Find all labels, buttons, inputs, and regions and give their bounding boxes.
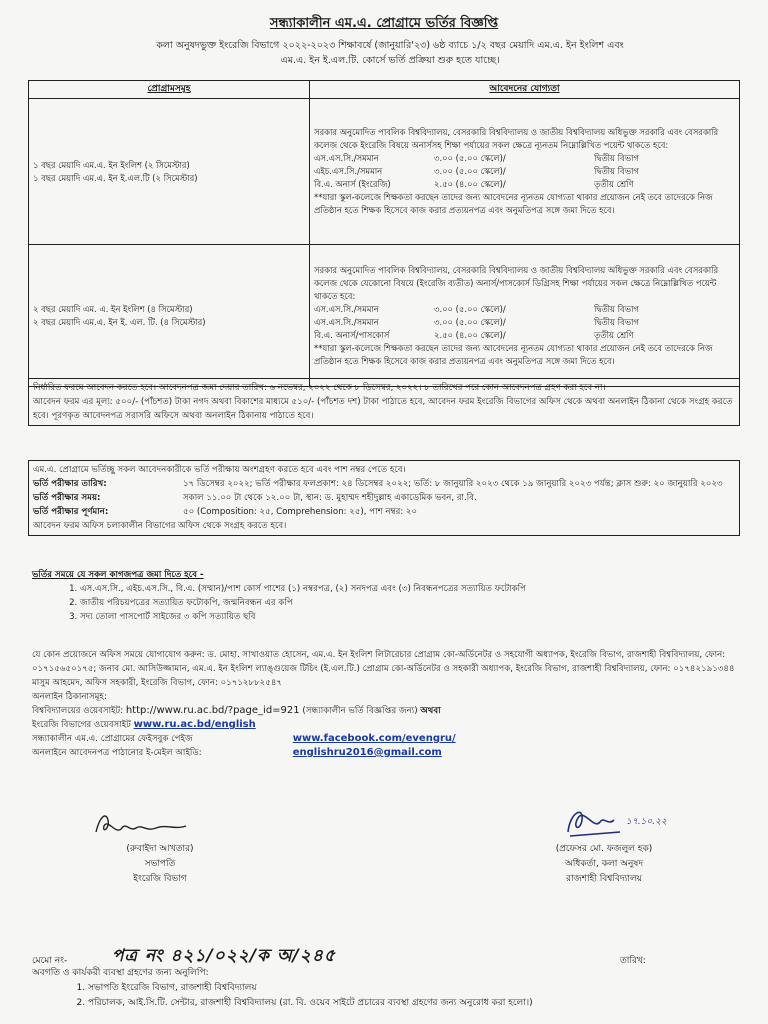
list-item: 2. পরিচালক, আই.সি.টি. সেন্টার, রাজশাহী বিশ্ববিদ্যালয় (রা. বি. ওয়েব সাইটে প্রচারের ব্যবস্থা গ্রহণের জন্য অনুরোধ করা হলো।): [88, 996, 533, 1011]
table-row: [29, 245, 740, 387]
facebook-row: সন্ধ্যাকালীন এম.এ. প্রোগ্রামের ফেইসবুক পেইজ www.facebook.com/evengru/: [32, 733, 456, 744]
contact-section: [32, 648, 738, 760]
right-signature-date: ১৭.১০.২২: [626, 817, 667, 827]
email-link[interactable]: englishru2016@gmail.com: [292, 747, 442, 758]
left-signatory: (রুবাইদা আখতার) সভাপতি ইংরেজি বিভাগ: [126, 844, 194, 884]
online-heading: অনলাইন ঠিকানাসমূহ:: [32, 692, 107, 702]
table-row: [29, 99, 740, 245]
left-signature-icon: [86, 806, 196, 842]
univ-website-link[interactable]: http://www.ru.ac.bd/?page_id=921: [125, 705, 300, 716]
eligibility-cell: [310, 99, 740, 245]
program-name: ২ বছর মেয়াদি এম. এ. ইন ইংলিশ (৪ সিমেস্টার): [33, 303, 193, 314]
eligibility-intro: সরকার অনুমোদিত পাবলিক বিশ্ববিদ্যালয়, বেসরকারি বিশ্ববিদ্যালয় ও জাতীয় বিশ্ববিদ্যালয় অধিভুক্ত সরকারি এবং বেসরকারি কলেজ থেকে ইংরেজি বিষয়ে অনার্সসহ শিক্ষা পর্যায়ের সকল ক্ষেত্রে ন্যূনতম নিম্নোল্লিখিত পয়েন্ট থাকতে হবে:: [314, 127, 719, 150]
application-dates: নির্ধারিত ফরমে আবেদন করতে হবে। আবেদনপত্র জমা দেয়ার তারিখ: ৬ নভেম্বর, ২০২২ থেকে ৮ ডিসেম্বর, ২০২২। ৮ তারিখের পরে কোন আবেদনপত্র গ্রহণ করা হবে না।: [33, 383, 606, 393]
eligibility-cell: [310, 245, 740, 387]
program-name: ১ বছর মেয়াদি এম.এ. ইন ই.এল.টি (২ সিমেস্টার): [33, 172, 198, 183]
memo-number: পত্র নং ৪২১/০২২/ক অ/২৪৫: [112, 946, 336, 966]
application-fee: আবেদন ফরম এর মূল্য: ৫০০/- (পাঁচশত) টাকা নগদ অথবা বিকাশের মাধ্যমে ৫১০/- (পাঁচশত দশ) টাকা পাঠাতে হবে, আবেদন ফরম ইংরেজি বিভাগের অফিস থেকে অথবা অনলাইন ঠিকানা থেকে সংগ্রহ করতে হবে। পূরণকৃত আবেদনপত্র সরাসরি অফিসে অথবা অনলাইন ঠিকানায় পাঠাতে হবে।: [33, 397, 733, 421]
facebook-link[interactable]: www.facebook.com/evengru/: [292, 733, 456, 744]
dept-website-link[interactable]: www.ru.ac.bd/english: [133, 719, 256, 730]
dept-website-row: ইংরেজি বিভাগের ওয়েবসাইট www.ru.ac.bd/english: [32, 719, 256, 730]
list-item: 2. জাতীয় পরিচয়পত্রের সত্যায়িত ফটোকপি, জন্মনিবন্ধন এর কপি: [80, 596, 738, 610]
exam-info: [28, 460, 740, 536]
memo-label: মেমো নং-: [32, 956, 68, 966]
result-row: বি.এ. অনার্স (ইংরেজি) ২.৫০ (৪.০০ স্কেলে)/ তৃতীয় শ্রেণি: [314, 179, 634, 189]
program-cell: [29, 99, 310, 245]
distribution-list: [56, 981, 533, 1011]
memo-date-label: তারিখ:: [620, 956, 646, 966]
program-cell: [29, 245, 310, 387]
right-signatory: (প্রফেসর মো. ফজলুল হক) অধিকর্তা, কলা অনুষদ রাজশাহী বিশ্ববিদ্যালয়: [555, 844, 653, 884]
exam-date-row: ভর্তি পরীক্ষার তারিখ: ১৭ ডিসেম্বর ২০২২; ভর্তি পরীক্ষার ফলপ্রকাশ: ২৪ ডিসেম্বর ২০২২; ভর্তি: ৮ জানুয়ারি ২০২৩ থেকে ১৯ জানুয়ারি ২০২৩ পর্যন্ত; ক্লাস শুরু: ২০ জানুয়ারি ২০২৩: [33, 479, 723, 489]
exam-time-row: ভর্তি পরীক্ষার সময়: সকাল ১১.০০ টা থেকে ১২.০০ টা, স্থান: ড. মুহাম্মদ শহীদুল্লাহ একাডেমিক ভবন, রা.বি.: [33, 493, 477, 503]
exam-marks-row: ভর্তি পরীক্ষার পূর্ণমান: ৫০ (Composition: ২৫, Comprehension: ২৫), পাশ নম্বর: ২০: [33, 507, 418, 517]
application-info: [28, 378, 740, 426]
documents-heading: ভর্তির সময়ে যে সকল কাগজপত্র জমা দিতে হবে -: [32, 570, 204, 580]
distribution-section: [32, 966, 533, 1011]
documents-section: [32, 568, 738, 624]
list-item: 1. এস.এস.সি., এইচ.এস.সি., বি.এ. (সম্মান)/পাশ কোর্স পাশের (১) নম্বরপত্র, (২) সনদপত্র এবং (৩) নিবন্ধনপত্রের সত্যায়িত ফটোকপি: [80, 582, 738, 596]
result-row: এস.এস.সি./সমমান ৩.০০ (৫.০০ স্কেলে)/ দ্বিতীয় বিভাগ: [314, 303, 639, 314]
program-table: [28, 80, 740, 387]
program-name: ২ বছর মেয়াদি এম.এ. ইন ই. এল. টি. (৪ সিমেস্টার): [33, 316, 206, 327]
form-collection-note: আবেদন ফরম অফিস চলাকালীন বিভাগের অফিস থেকে সংগ্রহ করতে হবে।: [33, 521, 287, 531]
documents-list: [32, 582, 738, 624]
header-programs: প্রোগ্রামসমূহ: [29, 81, 310, 99]
distribution-heading: অবগতি ও কার্যকরী ব্যবস্থা গ্রহণের জন্য অনুলিপি:: [32, 968, 209, 978]
teacher-note: **যারা স্কুল-কলেজে শিক্ষকতা করছেন তাদের জন্য আবেদনের ন্যূনতম যোগ্যতা থাকার প্রয়োজন নেই তবে তাদেরকে নিজ প্রতিষ্ঠান হতে শিক্ষক হিসেবে কাজ করার প্রত্যয়নপত্র এবং অনুমতিপত্র সঙ্গে জমা দিতে হবে।: [314, 342, 713, 366]
exam-intro: এম.এ. প্রোগ্রামে ভর্তিচ্ছু সকল আবেদনকারীকে ভর্তি পরীক্ষায় অংশগ্রহণ করতে হবে এবং পাশ নম্বর পেতে হবে।: [33, 465, 406, 475]
intro-line-2: এম.এ. ইন ই.এল.টি. কোর্সে ভর্তি প্রক্রিয়া শুরু হতে যাচ্ছে।: [280, 55, 500, 66]
intro-line-1: কলা অনুষদভুক্ত ইংরেজি বিভাগে ২০২২-২০২৩ শিক্ষাবর্ষে (জানুয়ারি'২৩) ৬ষ্ঠ ব্যাচে ১/২ বছর মেয়াদি এম.এ. ইন ইংলিশ এবং: [156, 40, 624, 51]
result-row: বি.এ. অনার্স/পাসকোর্স ২.৫০ (৪.০০ স্কেলে)/ তৃতীয় শ্রেণি: [314, 329, 634, 340]
list-item: 3. সদ্য তোলা পাসপোর্ট সাইজের ৩ কপি সত্যায়িত ছবি: [80, 610, 738, 624]
header-eligibility: আবেদনের যোগ্যতা: [310, 81, 740, 99]
email-row: অনলাইনে আবেদনপত্র পাঠানোর ই-মেইল আইডি: englishru2016@gmail.com: [32, 747, 442, 758]
program-name: ১ বছর মেয়াদি এম.এ. ইন ইংলিশ (২ সিমেস্টার): [33, 159, 190, 170]
result-row: এস.এস.সি./সমমান ৩.০০ (৫.০০ স্কেলে)/ দ্বিতীয় বিভাগ: [314, 153, 639, 163]
result-row: এইচ.এস.সি./সমমান ৩.০০ (৫.০০ স্কেলে)/ দ্বিতীয় বিভাগ: [314, 166, 639, 176]
eligibility-intro: সরকার অনুমোদিত পাবলিক বিশ্ববিদ্যালয়, বেসরকারি বিশ্ববিদ্যালয় ও জাতীয় বিশ্ববিদ্যালয় অধিভুক্ত সরকারি এবং বেসরকারি কলেজ থেকে যেকোনো বিষয়ে (ইংরেজি ব্যতীত) অনার্স/পাসকোর্স ডিগ্রিসহ শিক্ষা পর্যায়ের সকল ক্ষেত্রে নিম্নোল্লিখিত পয়েন্ট থাকতে হবে:: [314, 264, 719, 301]
contact-text: যে কোন প্রয়োজনে অফিস সময়ে যোগাযোগ করুন: ড. মোহা. সাখাওয়াত হোসেন, এম.এ. ইন ইংলিশ লিটারেচার প্রোগ্রাম কো-অর্ডিনেটর ও সহযোগী অধ্যাপক, ইংরেজি বিভাগ, রাজশাহী বিশ্ববিদ্যালয়, ফোন: ০১৭১৫৬৫০১৭৫; জনাব মো. আসিউজ্জামান, এম.এ. ইন ইংলিশ ল্যাঙ্গুয়েজ টিচিং (ই.এল.টি.) প্রোগ্রাম কো-অর্ডিনেটর ও সহকারী অধ্যাপক, ইংরেজি বিভাগ, রাজশাহী বিশ্ববিদ্যালয়, ফোন: ০১৭৪২১৯১৩৪৪ মাসুম আহমেদ, অফিস সহকারী, ইংরেজি বিভাগ, ফোন: ০১৭১২৮৮২৫৪৭: [32, 650, 735, 688]
notice-title: সন্ধ্যাকালীন এম.এ. প্রোগ্রামে ভর্তির বিজ্ঞপ্তি: [269, 16, 499, 31]
right-signature-icon: [560, 802, 630, 842]
univ-website-row: বিশ্ববিদ্যালয়ের ওয়েবসাইট: http://www.ru.ac.bd/?page_id=921 (সন্ধ্যাকালীন ভর্তি বিজ্ঞপ্তির জন্য) অথবা: [32, 705, 441, 716]
teacher-note: **যারা স্কুল-কলেজে শিক্ষকতা করছেন তাদের জন্য আবেদনের ন্যূনতম যোগ্যতা থাকার প্রয়োজন নেই তবে তাদেরকে নিজ প্রতিষ্ঠান হতে শিক্ষক হিসেবে কাজ করার প্রত্যয়নপত্র এবং অনুমতিপত্র সঙ্গে জমা দিতে হবে।: [314, 192, 713, 215]
result-row: এস.এস.সি./সমমান ৩.০০ (৫.০০ স্কেলে)/ দ্বিতীয় বিভাগ: [314, 316, 639, 327]
list-item: 1. সভাপতি ইংরেজি বিভাগ, রাজশাহী বিশ্ববিদ্যালয়: [88, 981, 533, 996]
notice-intro: [60, 38, 720, 68]
